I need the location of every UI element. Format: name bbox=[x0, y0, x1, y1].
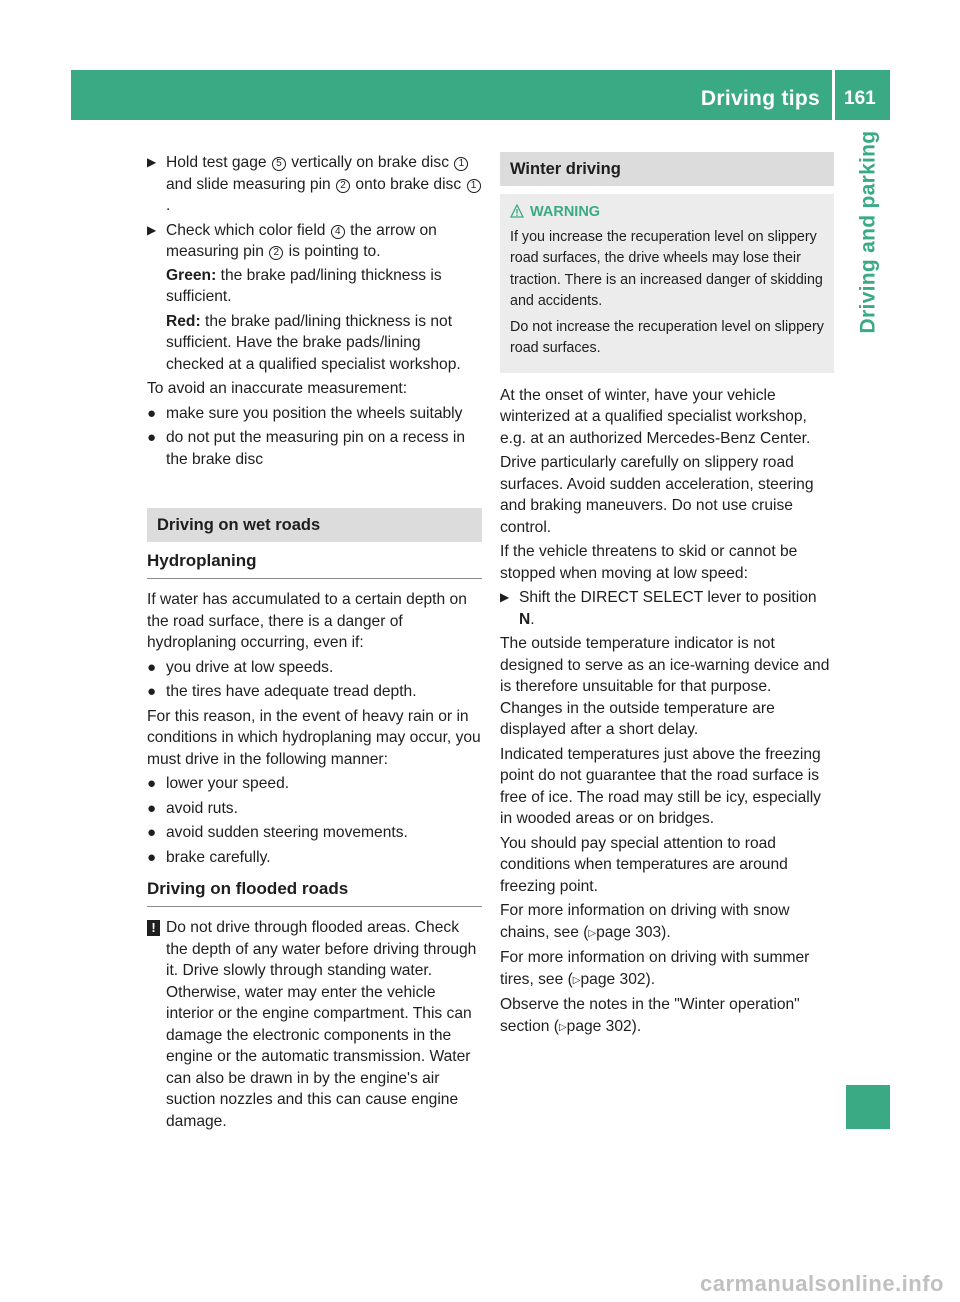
paragraph: You should pay special attention to road conditions when temperatures are around freezing point. bbox=[500, 834, 788, 895]
page-reference: Observe the notes in the "Winter operation" section (▷page 302). bbox=[500, 996, 800, 1035]
paragraph: For this reason, in the event of heavy rain or in conditions in which hydroplaning may occur, you must drive in the following manner: bbox=[147, 707, 481, 768]
green-result: Green: the brake pad/lining thickness is sufficient. bbox=[166, 266, 442, 305]
exclamation-icon: ! bbox=[147, 920, 160, 936]
notice-box: ! Do not drive through flooded areas. Check the depth of any water before driving through it. Drive slowly through standing water. Otherwise, water may enter the vehicle interior or the engine compartment. This can damage the electronic components in the engine or the automatic transmission. Water can also be drawn in by the engine's air suction nozzles and this can cause engine damage. bbox=[147, 917, 482, 1132]
callout-number: 4 bbox=[331, 225, 345, 239]
page-reference: For more information on driving with summer tires, see (▷page 302). bbox=[500, 949, 810, 988]
callout-number: 5 bbox=[272, 157, 286, 171]
page-ref-arrow-icon: ▷ bbox=[572, 974, 581, 986]
page-section-title: Driving tips bbox=[700, 87, 820, 110]
list-item: ● the tires have adequate tread depth. bbox=[147, 683, 417, 700]
paragraph: If the vehicle threatens to skid or cannot be stopped when moving at low speed: bbox=[500, 543, 798, 582]
paragraph: At the onset of winter, have your vehicle winterized at a qualified specialist workshop, e.g. at an authorized Mercedes-Benz Center. bbox=[500, 386, 811, 447]
gear-position: N bbox=[519, 610, 531, 628]
step-arrow-icon: ▶ bbox=[500, 590, 510, 604]
step-arrow-icon: ▶ bbox=[147, 222, 157, 237]
side-tab-label: Driving and parking bbox=[856, 130, 880, 334]
callout-number: 2 bbox=[269, 246, 283, 260]
paragraph: Drive particularly carefully on slippery road surfaces. Avoid sudden acceleration, steering and braking maneuvers. Do not use cruise control. bbox=[500, 454, 814, 536]
warning-box bbox=[500, 194, 834, 373]
list-item: ● avoid sudden steering movements. bbox=[147, 824, 408, 841]
warning-text: If you increase the recuperation level on slippery road surfaces, the drive wheels may lose their traction. There is an increased danger of skidding and accidents. bbox=[510, 228, 823, 309]
warning-text: Do not increase the recuperation level on slippery road surfaces. bbox=[510, 318, 824, 356]
paragraph: To avoid an inaccurate measurement: bbox=[147, 380, 408, 397]
instruction-step: ▶ Check which color field 4 the arrow on measuring pin 2 is pointing to. Green: the brake pad/lining thickness is sufficient. Red: the brake pad/lining thickness is not sufficient. Have the brake pads/lining checked at a qualified specialist workshop. bbox=[147, 220, 482, 376]
paragraph: If water has accumulated to a certain depth on the road surface, there is a danger of hydroplaning occurring, even if: bbox=[147, 591, 467, 651]
instruction-step: ▶ Hold test gage 5 vertically on brake disc 1 and slide measuring pin 2 onto brake disc 1. bbox=[147, 152, 482, 217]
red-result: Red: the brake pad/lining thickness is not sufficient. Have the brake pads/lining checked at a qualified specialist workshop. bbox=[166, 312, 461, 373]
page-ref-arrow-icon: ▷ bbox=[588, 927, 597, 939]
page-number: 161 bbox=[844, 88, 876, 109]
right-column bbox=[500, 152, 834, 1041]
section-heading: Driving on wet roads bbox=[147, 508, 482, 542]
page-ref-arrow-icon: ▷ bbox=[558, 1021, 567, 1033]
left-column bbox=[147, 152, 482, 1132]
list-item: ● brake carefully. bbox=[147, 848, 271, 866]
list-item: ● do not put the measuring pin on a recess in the brake disc bbox=[147, 429, 466, 468]
section-heading: Winter driving bbox=[500, 152, 834, 186]
page-reference: For more information on driving with snow chains, see (▷page 303). bbox=[500, 902, 790, 941]
warning-title: WARNING bbox=[510, 202, 824, 224]
callout-number: 2 bbox=[336, 179, 350, 193]
side-marker bbox=[846, 1085, 890, 1129]
subsection-heading: Hydroplaning bbox=[147, 550, 482, 579]
paragraph: The outside temperature indicator is not designed to serve as an ice-warning device and is therefore unsuitable for that purpose. Changes in the outside temperature are displayed after a short delay. bbox=[500, 635, 830, 738]
paragraph: Indicated temperatures just above the freezing point do not guarantee that the road surface is free of ice. The road may still be icy, especially in wooded areas or on bridges. bbox=[500, 745, 821, 827]
warning-triangle-icon bbox=[510, 204, 524, 218]
instruction-step: ▶ Shift the DIRECT SELECT lever to position N. bbox=[500, 589, 817, 628]
list-item: ● avoid ruts. bbox=[147, 799, 238, 817]
callout-number: 1 bbox=[467, 179, 481, 193]
callout-number: 1 bbox=[454, 157, 468, 171]
list-item: ● make sure you position the wheels suitably bbox=[147, 404, 463, 422]
list-item: ● you drive at low speeds. bbox=[147, 658, 334, 676]
header-divider bbox=[832, 70, 835, 120]
subsection-heading: Driving on flooded roads bbox=[147, 878, 482, 907]
list-item: ● lower your speed. bbox=[147, 775, 290, 792]
watermark: carmanualsonline.info bbox=[700, 1270, 944, 1296]
step-arrow-icon: ▶ bbox=[147, 155, 157, 169]
